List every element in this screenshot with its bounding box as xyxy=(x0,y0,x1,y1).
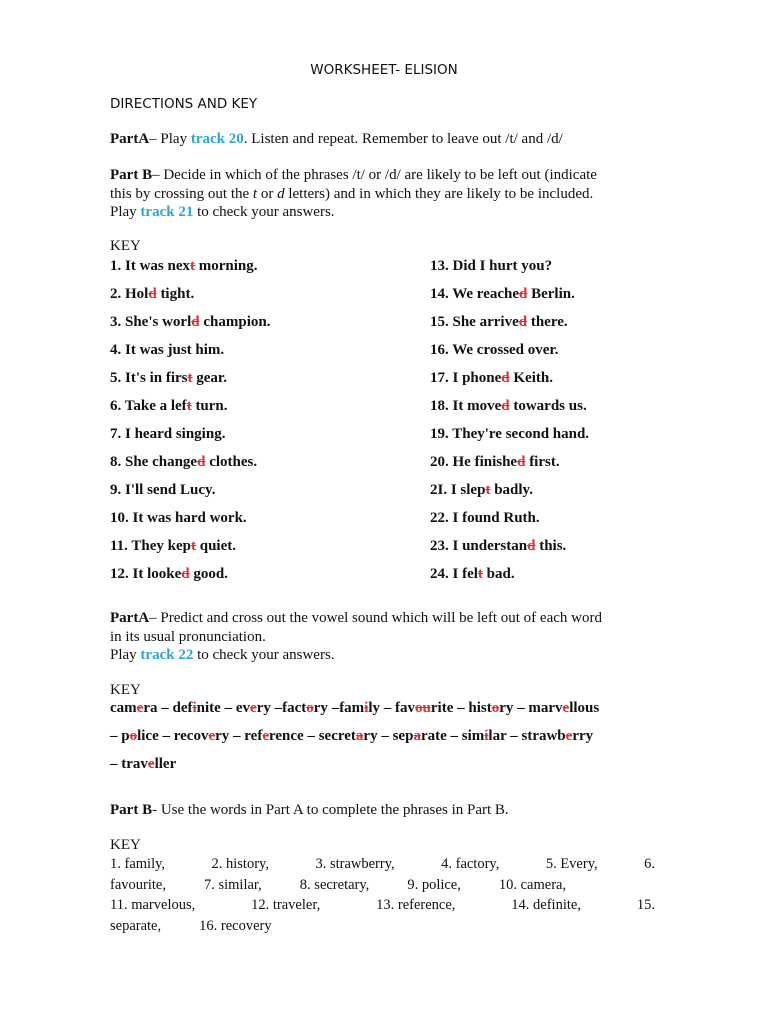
list-item xyxy=(110,538,236,555)
phrase-text: 2I. I slep xyxy=(430,482,486,498)
vowel-line xyxy=(110,700,599,717)
word-part: – strawb xyxy=(506,728,566,744)
answer-line xyxy=(110,856,655,873)
phrase-text: quiet. xyxy=(196,538,237,554)
vowel-line xyxy=(110,756,176,773)
list-item xyxy=(430,566,515,583)
elided-vowel: ou xyxy=(415,700,431,716)
word-part: rence xyxy=(269,728,304,744)
list-item xyxy=(110,370,227,387)
phrase-text: this. xyxy=(535,538,567,554)
elided-vowel: i xyxy=(192,700,197,716)
list-item xyxy=(430,538,566,555)
list-item xyxy=(110,510,247,527)
word-part: – marv xyxy=(513,700,563,716)
word-part: rite xyxy=(430,700,454,716)
word-part: – ref xyxy=(229,728,263,744)
section1-partA: PartA– Play track 20. Listen and repeat. Remember to leave out /t/ and /d/ xyxy=(110,131,563,147)
answer-item: 8. secretary, xyxy=(299,876,370,893)
answer-item: 11. marvelous, xyxy=(110,897,196,913)
answer-item: 14. definite, xyxy=(511,897,581,913)
partA-label-2: PartA xyxy=(110,610,150,626)
word-part: – def xyxy=(157,700,193,716)
elided-vowel: e xyxy=(136,700,144,716)
key-label-3: KEY xyxy=(110,837,141,853)
track-20-link: track 20 xyxy=(190,131,244,147)
phrase-text: first. xyxy=(525,454,560,470)
elided-letter: t xyxy=(485,482,491,498)
word-part: lice xyxy=(137,728,159,744)
elided-letter: d xyxy=(197,454,206,470)
word-part: ry xyxy=(363,728,378,744)
list-item xyxy=(430,482,533,499)
phrase-text: badly. xyxy=(490,482,533,498)
phrase-text: Keith. xyxy=(509,370,553,386)
phrase-text: turn. xyxy=(191,398,228,414)
list-item xyxy=(430,426,589,443)
phrase-text: 13. Did I hurt you? xyxy=(430,258,553,274)
phrase-text: bad. xyxy=(482,566,515,582)
elided-vowel: e xyxy=(262,728,270,744)
list-item xyxy=(430,398,587,415)
phrase-text: 5. It's in firs xyxy=(110,370,188,386)
list-item xyxy=(430,258,552,275)
answer-item: 7. similar, xyxy=(203,876,262,893)
elided-letter: t xyxy=(186,398,192,414)
elided-letter: d xyxy=(519,286,528,302)
elided-letter: d xyxy=(501,370,510,386)
word-part: rate xyxy=(420,728,447,744)
phrase-text: 24. I fel xyxy=(430,566,478,582)
word-part: – fav xyxy=(380,700,416,716)
answer-item: 6. xyxy=(644,856,655,872)
answer-line xyxy=(110,897,655,914)
elided-vowel: a xyxy=(355,728,364,744)
elided-vowel: e xyxy=(147,756,155,772)
elided-vowel: o xyxy=(129,728,138,744)
word-part: ry xyxy=(499,700,514,716)
answer-item: 15. xyxy=(636,897,655,913)
word-part: rry xyxy=(572,728,594,744)
answer-item: 1. family, xyxy=(110,856,166,872)
list-item xyxy=(430,454,560,471)
key-label-1: KEY xyxy=(110,238,141,254)
word-part: – p xyxy=(110,728,130,744)
list-item xyxy=(430,370,553,387)
elided-vowel: a xyxy=(413,728,421,744)
word-part: – secret xyxy=(303,728,356,744)
word-part: llous xyxy=(569,700,600,716)
phrase-text: 14. We reache xyxy=(430,286,520,302)
partB-label-2: Part B xyxy=(110,802,153,818)
word-part: –fact xyxy=(270,700,307,716)
phrase-text: 19. They're second hand. xyxy=(430,426,590,442)
word-part: – hist xyxy=(453,700,492,716)
elided-letter: d xyxy=(518,314,528,330)
track-22-link: track 22 xyxy=(140,647,194,663)
phrase-text: 11. They kep xyxy=(110,538,191,554)
word-part: ller xyxy=(154,756,177,772)
vowel-line xyxy=(110,728,593,745)
list-item xyxy=(110,426,225,443)
elided-letter: d xyxy=(191,314,200,330)
section2-partA: PartA– Predict and cross out the vowel sound which will be left out of each word in its usual pronunciation. Play track 22 to check your answers. xyxy=(110,610,602,663)
elided-vowel: o xyxy=(306,700,314,716)
word-part: – trav xyxy=(110,756,148,772)
phrase-text: 6. Take a lef xyxy=(110,398,187,414)
list-item xyxy=(430,342,558,359)
word-part: ly xyxy=(368,700,381,716)
list-item xyxy=(110,286,194,303)
phrase-text: good. xyxy=(189,566,228,582)
phrase-text: 16. We crossed over. xyxy=(430,342,559,358)
elided-letter: t xyxy=(191,538,196,554)
phrase-text: gear. xyxy=(192,370,227,386)
word-part: – sep xyxy=(377,728,414,744)
list-item xyxy=(110,314,270,331)
elided-vowel: e xyxy=(562,700,570,716)
phrase-text: 8. She change xyxy=(110,454,198,470)
word-part: ry xyxy=(215,728,230,744)
track-21-link: track 21 xyxy=(140,204,194,220)
word-part: ry xyxy=(313,700,328,716)
phrase-text: 12. It looke xyxy=(110,566,182,582)
list-item xyxy=(110,482,215,499)
phrase-text: clothes. xyxy=(205,454,258,470)
phrase-text: tight. xyxy=(156,286,195,302)
answer-item: 10. camera, xyxy=(498,876,567,893)
answer-item: separate, xyxy=(110,917,162,934)
worksheet-title: WORKSHEET- ELISION xyxy=(310,62,458,78)
phrase-text: 10. It was hard work. xyxy=(110,510,247,526)
answer-item: 3. strawberry, xyxy=(315,856,395,872)
phrase-text: 18. It move xyxy=(430,398,502,414)
partA-label: PartA xyxy=(110,131,150,147)
answer-item: 2. history, xyxy=(211,856,269,872)
elided-letter: d xyxy=(148,286,157,302)
list-item xyxy=(110,342,224,359)
phrase-text: 15. She arrive xyxy=(430,314,519,330)
answer-item: 4. factory, xyxy=(441,856,500,872)
word-part: cam xyxy=(110,700,137,716)
section1-partB: Part B– Decide in which of the phrases /t/ or /d/ are likely to be left out (indicate this by crossing out the t or d letters) and in which they are likely to be included. Play track 21 to check your answers. xyxy=(110,167,597,220)
word-part: ry xyxy=(256,700,271,716)
word-part: – sim xyxy=(446,728,485,744)
phrase-text: morning. xyxy=(195,258,258,274)
phrase-text: Berlin. xyxy=(527,286,575,302)
phrase-text: 17. I phone xyxy=(430,370,502,386)
answer-line xyxy=(110,918,655,935)
word-part: lar xyxy=(488,728,507,744)
answer-item: 9. police, xyxy=(407,876,461,893)
phrase-text: champion. xyxy=(199,314,271,330)
list-item xyxy=(110,454,257,471)
answer-item: 5. Every, xyxy=(545,856,598,872)
directions-heading: DIRECTIONS AND KEY xyxy=(110,96,258,112)
phrase-text: 3. She's worl xyxy=(110,314,192,330)
phrase-text: towards us. xyxy=(509,398,587,414)
word-part: ra xyxy=(143,700,158,716)
elided-vowel: i xyxy=(364,700,369,716)
elided-letter: t xyxy=(477,566,483,582)
elided-vowel: o xyxy=(491,700,500,716)
phrase-text: 1. It was nex xyxy=(110,258,191,274)
list-item xyxy=(110,398,228,415)
phrase-text: 2. Hol xyxy=(110,286,149,302)
answer-item: 13. reference, xyxy=(376,897,456,913)
word-part: – ev xyxy=(220,700,251,716)
phrase-text: 9. I'll send Lucy. xyxy=(110,482,216,498)
answer-item: 16. recovery xyxy=(199,917,272,934)
elided-vowel: i xyxy=(484,728,489,744)
elided-letter: d xyxy=(527,538,536,554)
elided-vowel: e xyxy=(565,728,573,744)
phrase-text: 23. I understan xyxy=(430,538,528,554)
list-item xyxy=(110,566,228,583)
list-item xyxy=(430,510,540,527)
phrase-text: there. xyxy=(527,314,568,330)
elided-vowel: e xyxy=(208,728,216,744)
elided-letter: d xyxy=(517,454,526,470)
answer-line xyxy=(110,877,655,894)
partB-label: Part B xyxy=(110,167,153,183)
word-part: nite xyxy=(196,700,221,716)
elided-letter: t xyxy=(190,258,196,274)
list-item xyxy=(110,258,258,275)
list-item xyxy=(430,314,568,331)
phrase-text: 20. He finishe xyxy=(430,454,518,470)
phrase-text: 7. I heard singing. xyxy=(110,426,226,442)
section3-partB: Part B- Use the words in Part A to complete the phrases in Part B. xyxy=(110,802,509,818)
list-item xyxy=(430,286,575,303)
word-part: – recov xyxy=(158,728,209,744)
answer-item: 12. traveler, xyxy=(251,897,321,913)
elided-letter: d xyxy=(181,566,190,582)
phrase-text: 4. It was just him. xyxy=(110,342,225,358)
key-label-2: KEY xyxy=(110,682,141,698)
word-part: –fam xyxy=(327,700,365,716)
answer-item: favourite, xyxy=(110,876,166,893)
elided-vowel: e xyxy=(250,700,257,716)
elided-letter: d xyxy=(501,398,510,414)
elided-letter: t xyxy=(187,370,193,386)
phrase-text: 22. I found Ruth. xyxy=(430,510,540,526)
